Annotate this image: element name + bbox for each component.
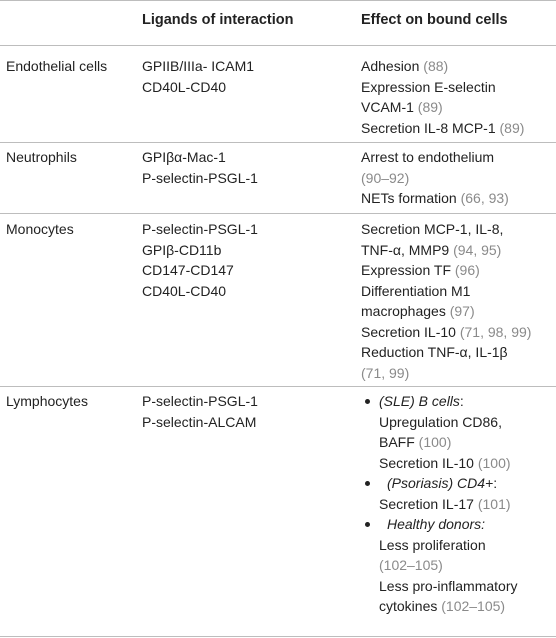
row-rule xyxy=(0,386,556,387)
effect-line: Secretion MCP-1, IL-8, xyxy=(361,221,504,237)
ligand-item: GPIIB/IIIa- ICAM1 xyxy=(142,58,255,74)
table-top-rule xyxy=(0,0,556,1)
effect-line: cytokines (102–105) xyxy=(379,598,506,614)
header-ligands: Ligands of interaction xyxy=(142,12,294,28)
effect-line: NETs formation (66, 93) xyxy=(361,190,509,206)
ligand-item: GPIβα-Mac-1 xyxy=(142,149,226,165)
effect-line: Arrest to endothelium xyxy=(361,149,495,165)
ligand-item: P-selectin-PSGL-1 xyxy=(142,221,258,237)
effect-line: Adhesion (88) xyxy=(361,58,449,74)
effect-line: Secretion IL-10 (100) xyxy=(379,454,511,471)
effect-line: Less proliferation xyxy=(379,536,486,553)
cell-type-monocytes: Monocytes xyxy=(6,221,74,237)
effect-line: VCAM-1 (89) xyxy=(361,99,443,115)
effects-monocytes xyxy=(361,219,553,383)
ligands-endothelial xyxy=(142,56,254,97)
bullet-item: Healthy donors: xyxy=(361,514,553,535)
effect-line: Upregulation CD86, xyxy=(379,413,502,430)
effect-line: Reduction TNF-α, IL-1β xyxy=(361,344,508,360)
ligand-item: P-selectin-PSGL-1 xyxy=(142,393,258,409)
row-rule xyxy=(0,213,556,214)
ligand-item: CD40L-CD40 xyxy=(142,282,227,299)
ligand-item: GPIβ-CD11b xyxy=(142,241,222,258)
effects-neutrophils xyxy=(361,147,553,209)
ligands-lymphocytes xyxy=(142,391,258,432)
ligand-item: CD40L-CD40 xyxy=(142,78,227,95)
effects-endothelial xyxy=(361,56,553,138)
ligands-monocytes xyxy=(142,219,258,301)
effect-line: TNF-α, MMP9 (94, 95) xyxy=(361,241,502,258)
effect-line: Secretion IL-17 (101) xyxy=(379,495,511,512)
effects-lymphocytes xyxy=(361,391,553,617)
effect-line: (71, 99) xyxy=(361,364,410,381)
effect-line: (102–105) xyxy=(379,557,443,573)
effect-line: Expression TF (96) xyxy=(361,262,480,278)
effect-line: Secretion IL-10 (71, 98, 99) xyxy=(361,323,532,340)
cell-type-neutrophils: Neutrophils xyxy=(6,149,77,165)
bullet-item: (Psoriasis) CD4+: xyxy=(361,473,553,494)
ligand-item: P-selectin-ALCAM xyxy=(142,413,257,430)
ligands-neutrophils xyxy=(142,147,258,188)
effect-line: BAFF (100) xyxy=(379,434,452,450)
effect-line: Expression E-selectin xyxy=(361,78,496,95)
table-bottom-rule xyxy=(0,636,556,637)
effect-line: Secretion IL-8 MCP-1 (89) xyxy=(361,119,525,136)
bullet-item: (SLE) B cells: xyxy=(361,391,553,412)
cell-type-endothelial: Endothelial cells xyxy=(6,58,108,74)
ligand-item: CD147-CD147 xyxy=(142,262,234,278)
ligand-item: P-selectin-PSGL-1 xyxy=(142,169,258,186)
effect-line: Differentiation M1 xyxy=(361,282,471,299)
row-rule xyxy=(0,142,556,143)
cell-type-lymphocytes: Lymphocytes xyxy=(6,393,88,409)
header-rule xyxy=(0,45,556,46)
effect-line: (90–92) xyxy=(361,169,410,186)
effect-line: macrophages (97) xyxy=(361,303,475,319)
header-effect: Effect on bound cells xyxy=(361,12,508,28)
effect-line: Less pro-inflammatory xyxy=(379,577,518,594)
